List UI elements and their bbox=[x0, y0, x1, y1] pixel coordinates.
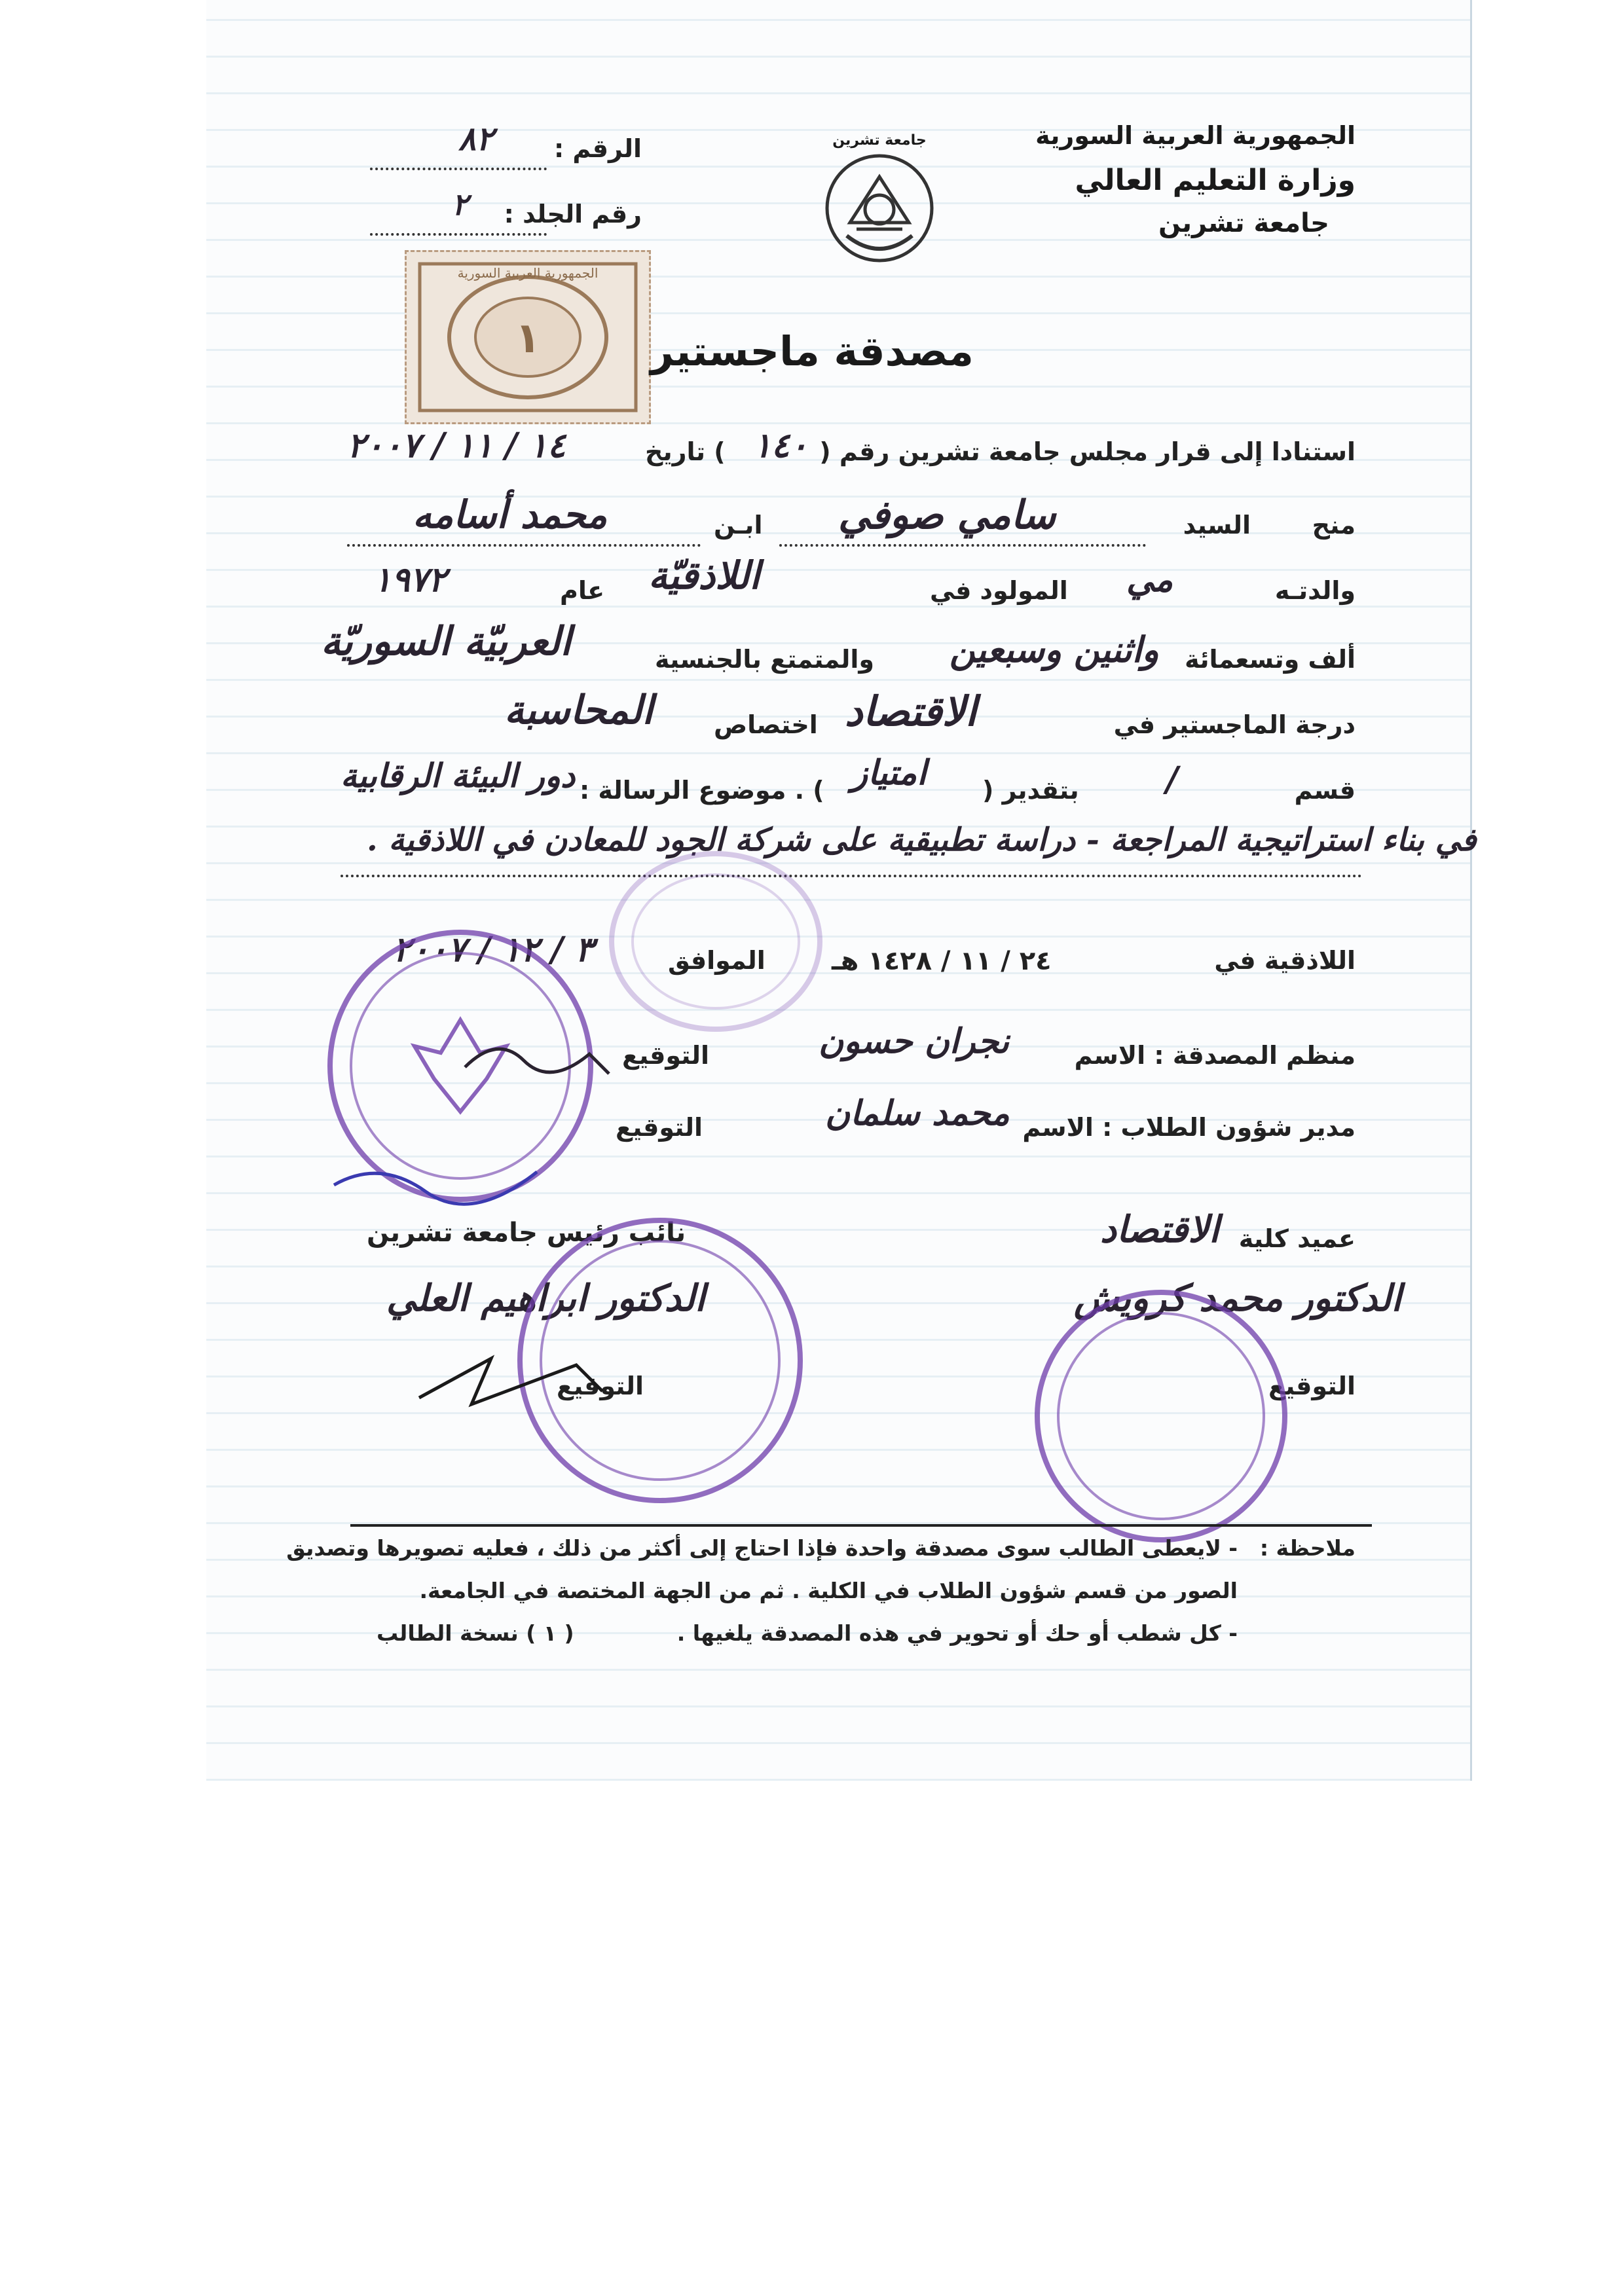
birth-year: ١٩٧٢ bbox=[373, 560, 447, 600]
faint-seal-stamp bbox=[609, 851, 822, 1032]
logo-caption: جامعة تشرين bbox=[832, 132, 927, 149]
birthplace: اللاذقيّة bbox=[648, 553, 760, 598]
volume-label: رقم الجلد : bbox=[504, 200, 642, 228]
specialization: المحاسبة bbox=[504, 687, 654, 733]
father-dots bbox=[347, 544, 701, 547]
line1-prefix: استنادا إلى قرار مجلس جامعة تشرين رقم ( bbox=[819, 437, 1356, 466]
note-label: ملاحظة : bbox=[1259, 1535, 1356, 1561]
son-of-label: ابـن bbox=[714, 511, 763, 539]
manager-name: محمد سلمان bbox=[825, 1093, 1010, 1133]
grade-label: بتقدير ( bbox=[982, 776, 1079, 805]
dean-name: الدكتور محمد كرويش bbox=[1074, 1277, 1402, 1320]
note-1: - لايعطى الطالب سوى مصدقة واحدة فإذا احتاج إلى أكثر من ذلك ، فعليه تصويرها وتصديق bbox=[286, 1535, 1238, 1561]
vp-name: الدكتور ابراهيم العلي bbox=[386, 1277, 705, 1320]
organizer-signature bbox=[458, 1028, 616, 1089]
notes-divider bbox=[350, 1524, 1372, 1527]
vp-signature-label: التوقيع bbox=[557, 1372, 644, 1400]
ministry-name: وزارة التعليم العالي bbox=[1075, 164, 1356, 197]
gregorian-date: ٣ / ١٢ / ٢٠٠٧ bbox=[393, 930, 593, 970]
vp-signature bbox=[413, 1345, 609, 1420]
mr-label: السيد bbox=[1183, 511, 1251, 539]
decision-number: ١٤٠ bbox=[753, 426, 808, 465]
nationality: العربيّة السوريّة bbox=[321, 619, 572, 665]
subject-rest: في بناء استراتيجية المراجعة - دراسة تطبيقية على شركة الجود للمعادن في اللاذقية . bbox=[367, 822, 1477, 858]
subject-start: دور البيئة الرقابية bbox=[341, 756, 576, 795]
organizer-signature-label: التوقيع bbox=[622, 1041, 709, 1070]
name-dots bbox=[779, 544, 1146, 547]
nationality-label: والمتمتع بالجنسية bbox=[655, 645, 875, 674]
number-dots bbox=[370, 168, 547, 170]
grade: امتياز bbox=[851, 753, 927, 793]
certificate-title: مصدقة ماجستير bbox=[650, 327, 974, 375]
born-in-label: المولود في bbox=[930, 576, 1068, 605]
department-label: قسم bbox=[1294, 776, 1356, 805]
specialization-label: اختصاص bbox=[714, 710, 818, 739]
granted-label: منح bbox=[1312, 511, 1356, 539]
degree-label: درجة الماجستير في bbox=[1113, 710, 1356, 739]
dean-label: عميد كلية bbox=[1238, 1224, 1356, 1253]
vp-label: نائب رئيس جامعة تشرين bbox=[367, 1218, 686, 1248]
note-2: - كل شطب أو حك أو تحوير في هذه المصدقة يلغيها . bbox=[676, 1620, 1238, 1646]
department: / bbox=[1166, 759, 1178, 799]
dean-signature-label: التوقيع bbox=[1268, 1372, 1356, 1400]
student-name: سامي صوفي bbox=[838, 492, 1056, 538]
manager-label: مدير شؤون الطلاب : الاسم bbox=[1022, 1113, 1356, 1142]
subject-label: ) . موضوع الرسالة : bbox=[580, 776, 824, 805]
organizer-name: نجران حسون bbox=[819, 1021, 1010, 1061]
number-value: ٨٢ bbox=[458, 119, 494, 158]
organizer-label: منظم المصدقة : الاسم bbox=[1074, 1041, 1356, 1070]
dean-stamp bbox=[1035, 1290, 1287, 1542]
country-name: الجمهورية العربية السورية bbox=[1035, 121, 1356, 150]
number-label: الرقم : bbox=[553, 134, 642, 163]
year-label: عام bbox=[560, 576, 605, 605]
decision-date: ١٤ / ١١ / ٢٠٠٧ bbox=[347, 426, 566, 465]
thousand-label: ألف وتسعمائة bbox=[1185, 645, 1356, 674]
volume-dots bbox=[370, 233, 547, 236]
father-name: محمد أسامه bbox=[413, 492, 608, 537]
subject-dots bbox=[341, 875, 1362, 877]
city-date-label: اللاذقية في bbox=[1214, 946, 1356, 975]
manager-signature-label: التوقيع bbox=[616, 1113, 703, 1142]
hijri-date: ٢٤ / ١١ / ١٤٢٨ هـ bbox=[832, 946, 1052, 976]
dean-faculty: الاقتصاد bbox=[1100, 1208, 1219, 1251]
volume-value: ٢ bbox=[452, 187, 468, 222]
mother-name: مي bbox=[1126, 560, 1173, 600]
student-copy-note: ( ١ ) نسخة الطالب bbox=[377, 1620, 574, 1646]
university-name: جامعة تشرين bbox=[1158, 208, 1329, 238]
mother-label: والدتـه bbox=[1274, 576, 1356, 605]
note-1-continued: الصور من قسم شؤون الطلاب في الكلية . ثم من الجهة المختصة في الجامعة. bbox=[419, 1578, 1238, 1603]
university-logo bbox=[811, 131, 948, 268]
university-emblem-icon bbox=[811, 131, 948, 268]
revenue-stamp-value: ١ bbox=[515, 314, 541, 363]
blue-signature bbox=[327, 1152, 544, 1214]
line1-date-label: ) تاريخ bbox=[645, 437, 726, 466]
corresponding-label: الموافق bbox=[668, 946, 766, 975]
degree-field: الاقتصاد bbox=[845, 687, 977, 735]
revenue-stamp-text: الجمهورية العربية السورية bbox=[457, 265, 599, 281]
year-in-words: واثنين وسبعين bbox=[950, 629, 1159, 670]
